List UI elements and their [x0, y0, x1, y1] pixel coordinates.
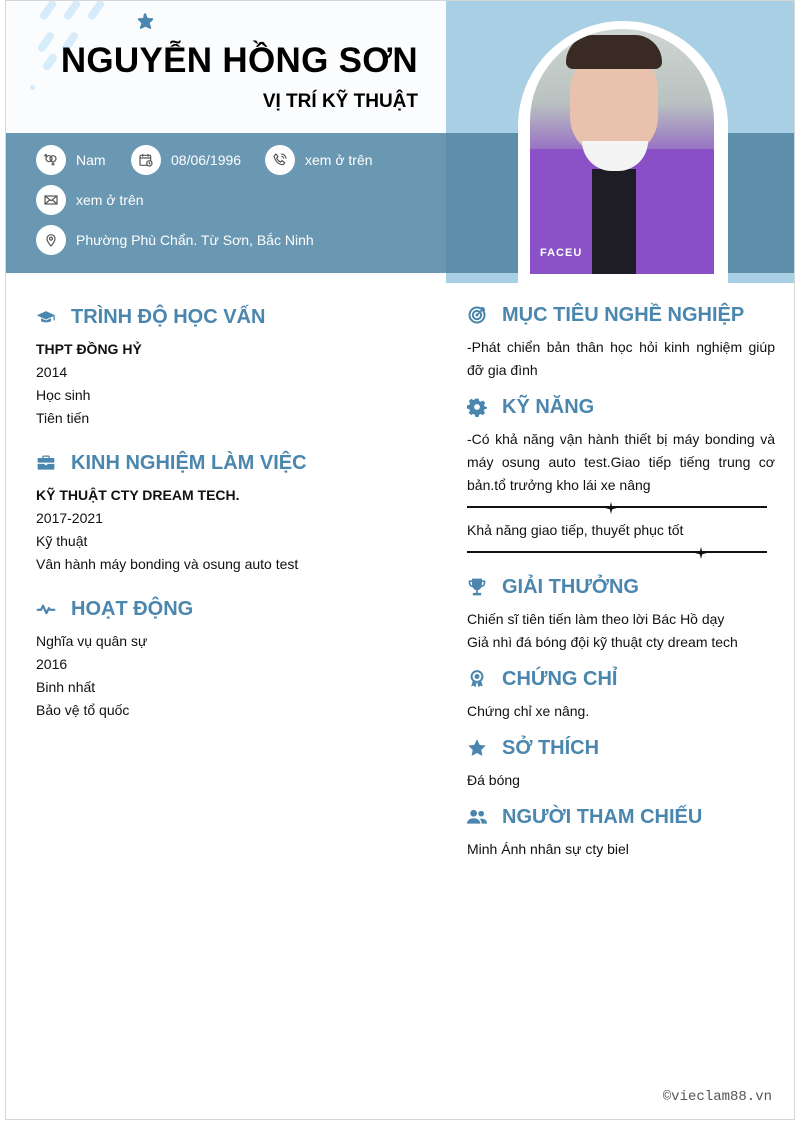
- experience-description: Vân hành máy bonding và osung auto test: [36, 556, 299, 572]
- photo-watermark: FACEU: [540, 247, 583, 259]
- education-major: Học sinh: [36, 387, 91, 403]
- footer-watermark: ©vieclam88.vn: [662, 1089, 772, 1105]
- gear-icon: [467, 397, 487, 417]
- phone-value[interactable]: xem ở trên: [305, 152, 373, 168]
- decoration-dot: [30, 85, 35, 90]
- section-objective: [467, 302, 775, 382]
- section-title: [467, 302, 775, 328]
- photo-jacket-right: [630, 149, 714, 274]
- reference-item: Minh Ánh nhân sự cty biel: [467, 841, 629, 857]
- experience-company: KỸ THUẬT CTY DREAM TECH.: [36, 487, 240, 503]
- profile-photo: [530, 29, 714, 274]
- email-value[interactable]: xem ở trên: [76, 192, 144, 208]
- skill-track: [467, 506, 767, 508]
- gender-icon: [36, 145, 66, 175]
- decoration-stroke: [86, 0, 105, 21]
- section-title: [36, 596, 436, 622]
- skill-item-text: Khả năng giao tiếp, thuyết phục tốt: [467, 522, 684, 538]
- certificates-title: CHỨNG CHỈ: [502, 667, 618, 690]
- contact-email: [36, 185, 144, 215]
- activity-name: Nghĩa vụ quân sự: [36, 633, 148, 649]
- graduation-cap-icon: [36, 307, 56, 327]
- skill-track: [467, 551, 767, 553]
- contact-address: [36, 225, 314, 255]
- decoration-stroke: [36, 31, 55, 54]
- star-decoration-icon: [132, 11, 158, 37]
- contact-phone: [265, 145, 373, 175]
- decoration-stroke: [42, 52, 59, 71]
- hobby-item: Đá bóng: [467, 772, 520, 788]
- activity-year: 2016: [36, 656, 68, 672]
- section-title: [467, 574, 775, 600]
- job-position: VỊ TRÍ KỸ THUẬT: [262, 91, 418, 112]
- award-item: Chiến sĩ tiên tiến làm theo lời Bác Hồ dạy: [467, 611, 725, 627]
- education-result: Tiên tiến: [36, 410, 90, 426]
- heartbeat-icon: [36, 599, 56, 619]
- hobbies-title: SỞ THÍCH: [502, 736, 600, 759]
- section-hobbies: [467, 735, 775, 792]
- section-references: [467, 804, 775, 861]
- birthday-value: 08/06/1996: [171, 152, 242, 168]
- phone-icon[interactable]: [265, 145, 295, 175]
- section-title: [467, 735, 775, 761]
- experience-period: 2017-2021: [36, 510, 103, 526]
- decoration-stroke: [62, 0, 81, 21]
- contact-birthday: [131, 145, 241, 175]
- section-title: [36, 304, 436, 330]
- awards-title: GIẢI THƯỞNG: [502, 575, 639, 598]
- trophy-icon: [467, 577, 487, 597]
- header-left: [6, 1, 446, 133]
- skills-title: KỸ NĂNG: [502, 395, 595, 418]
- section-education: [36, 304, 436, 430]
- address-value: Phường Phù Chẩn. Từ Sơn, Bắc Ninh: [76, 232, 314, 248]
- calendar-icon: [131, 145, 161, 175]
- section-title: [467, 666, 775, 692]
- section-title: [467, 394, 775, 420]
- section-skills: [467, 394, 775, 564]
- award-ribbon-icon: [467, 669, 487, 689]
- email-icon[interactable]: [36, 185, 66, 215]
- objective-title: MỤC TIÊU NGHỀ NGHIỆP: [502, 303, 745, 326]
- cv-page: [5, 0, 795, 1120]
- gender-value: Nam: [76, 152, 106, 168]
- education-year: 2014: [36, 364, 68, 380]
- users-icon: [467, 807, 487, 827]
- education-school: THPT ĐỒNG HỶ: [36, 341, 142, 357]
- section-title: [36, 450, 436, 476]
- contact-gender: [36, 145, 106, 175]
- target-icon: [467, 305, 487, 325]
- activity-description: Bảo vệ tổ quốc: [36, 702, 130, 718]
- section-title: [467, 804, 775, 830]
- references-title: NGƯỜI THAM CHIẾU: [502, 805, 703, 828]
- location-pin-icon: [36, 225, 66, 255]
- decoration-stroke: [38, 0, 57, 21]
- section-experience: [36, 450, 436, 576]
- skill-marker-icon: [605, 501, 617, 513]
- section-certificates: [467, 666, 775, 723]
- skill-level-bar: [467, 501, 767, 513]
- candidate-name: NGUYỄN HỒNG SƠN: [60, 41, 418, 80]
- certificate-item: Chứng chỉ xe nâng.: [467, 703, 590, 719]
- skill-item-text: -Có khả năng vận hành thiết bị máy bonding và máy osung auto test.Giao tiếp tiếng trung cơ bản.tổ trưởng kho lái xe nâng: [467, 431, 775, 493]
- experience-role: Kỹ thuật: [36, 533, 88, 549]
- photo-shirt: [592, 169, 636, 274]
- star-icon: [467, 738, 487, 758]
- skill-level-bar: [467, 546, 767, 558]
- photo-hair: [566, 35, 662, 69]
- objective-text: -Phát chiển bản thân học hỏi kinh nghiệm giúp đỡ gia đình: [467, 339, 775, 378]
- activities-title: HOẠT ĐỘNG: [71, 597, 194, 620]
- section-activities: [36, 596, 436, 722]
- experience-title: KINH NGHIỆM LÀM VIỆC: [71, 451, 307, 474]
- activity-role: Binh nhất: [36, 679, 96, 695]
- skill-marker-icon: [695, 546, 707, 558]
- education-title: TRÌNH ĐỘ HỌC VẤN: [71, 305, 266, 328]
- award-item: Giả nhì đá bóng đội kỹ thuật cty dream tech: [467, 634, 738, 650]
- briefcase-icon: [36, 453, 56, 473]
- section-awards: [467, 574, 775, 654]
